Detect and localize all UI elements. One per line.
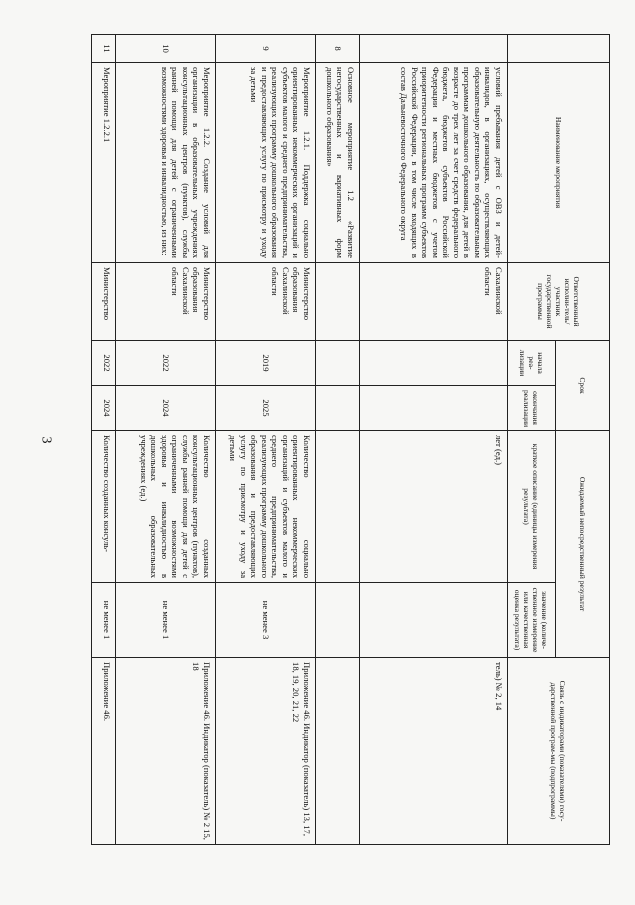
row-no (360, 35, 508, 63)
row-val: не менее 1 (116, 583, 216, 658)
header-term-start: начала реа-лизации (508, 341, 556, 386)
row-name: Основное мероприятие 1.2 «Развитие негосударственных и вариативных форм дошкольного образования» (316, 63, 360, 263)
row-resp: Министерство образования Сахалинской области (216, 263, 316, 341)
row-link (316, 658, 360, 845)
row-start: 2019 (216, 341, 316, 386)
row-start (316, 341, 360, 386)
row-name: Мероприятие 1.2.2.1 (92, 63, 116, 263)
table-row (360, 35, 508, 845)
row-resp: Министерство образования Сахалинской области (116, 263, 216, 341)
header-result-val: значение (количе-ственное измерение или качественная оценка результата) (508, 583, 556, 658)
row-start: 2022 (116, 341, 216, 386)
row-desc: Количество социально ориентированных некоммерческих организаций и субъектов малого и среднего предпринимательства, реализующих программу дошкольного образования и предоставляющих услугу по присмотру и уходу за детьми (216, 431, 316, 583)
row-end: 2024 (116, 386, 216, 431)
row-name: Мероприятие 1.2.2. Создание условий для организации в образовательных учреждениях консультационных центров (пунктов), службы ранней помощи для детей с ограниченными возможностями здоровья и инвалидностью, из них: (116, 63, 216, 263)
row-name: Мероприятие 1.2.1. Поддержка социально ориентированных некоммерческих организаций и субъектов малого и среднего предпринимательства, реализующих программу дошкольного образования и предоставляющих услугу по присмотру и уходу за детьми (216, 63, 316, 263)
row-resp: Министерство (92, 263, 116, 341)
header-term-end: окончания реализации (508, 386, 556, 431)
row-desc: Количество созданных консуль- (92, 431, 116, 583)
row-resp: Сахалинской области (360, 263, 508, 341)
row-link: Приложение 46. (92, 658, 116, 845)
row-end (316, 386, 360, 431)
row-val: не менее 3 (216, 583, 316, 658)
row-no: 9 (216, 35, 316, 63)
header-no (508, 35, 610, 63)
row-val (360, 583, 508, 658)
header-term: Срок (556, 341, 610, 431)
table-row (316, 35, 360, 845)
rotated-table-wrapper (92, 34, 610, 844)
row-desc (316, 431, 360, 583)
row-val (316, 583, 360, 658)
header-row-1 (556, 35, 610, 845)
measures-table (91, 34, 610, 845)
row-end: 2024 (92, 386, 116, 431)
header-link: Связь с индикаторами (показателями) госу-дарственной програм-мы (подпрограммы) (508, 658, 610, 845)
table-row (92, 35, 116, 845)
row-end: 2025 (216, 386, 316, 431)
row-link: Приложение 46. Индикатор (показатель) № 2 15, 18 (116, 658, 216, 845)
page-number: 3 (38, 436, 54, 444)
row-start: 2022 (92, 341, 116, 386)
header-resp: Ответственный исполни-тель/участник государственной программы (508, 263, 610, 341)
header-result: Ожидаемый непосредственный результат (556, 431, 610, 658)
header-result-desc: краткое описание (единицы измерения результата) (508, 431, 556, 583)
row-desc: лет (ед.) (360, 431, 508, 583)
row-desc: Количество созданных консультационных центров (пунктов), службы ранней помощи для детей с ограниченными возможностями здоровья и инвалидностью в дошкольных образовательных учреждениях (ед.) (116, 431, 216, 583)
row-no: 10 (116, 35, 216, 63)
row-link: Приложение 46. Индикатор (показатель) 13, 17, 18, 19, 20, 21, 22 (216, 658, 316, 845)
header-name: Наименование мероприятия (508, 63, 610, 263)
row-end (360, 386, 508, 431)
row-val: не менее 1 (92, 583, 116, 658)
table-row (116, 35, 216, 845)
table-row (216, 35, 316, 845)
row-name: условий пребывания детей с ОВЗ и детей-инвалидов, в организациях, осуществляющих образовательную деятельность по образовательным программам дошкольного образования, для детей в возрасте до трех лет за счет средств федерального бюджета, бюджетов субъектов Российской Федерации и местных бюджетов с учетом приоритетности региональных программ субъектов Российской Федерации, в том числе входящих в состав Дальневосточного Федерального округа (360, 63, 508, 263)
row-resp (316, 263, 360, 341)
row-link: тель) № 2, 14 (360, 658, 508, 845)
row-start (360, 341, 508, 386)
row-no: 8 (316, 35, 360, 63)
row-no: 11 (92, 35, 116, 63)
